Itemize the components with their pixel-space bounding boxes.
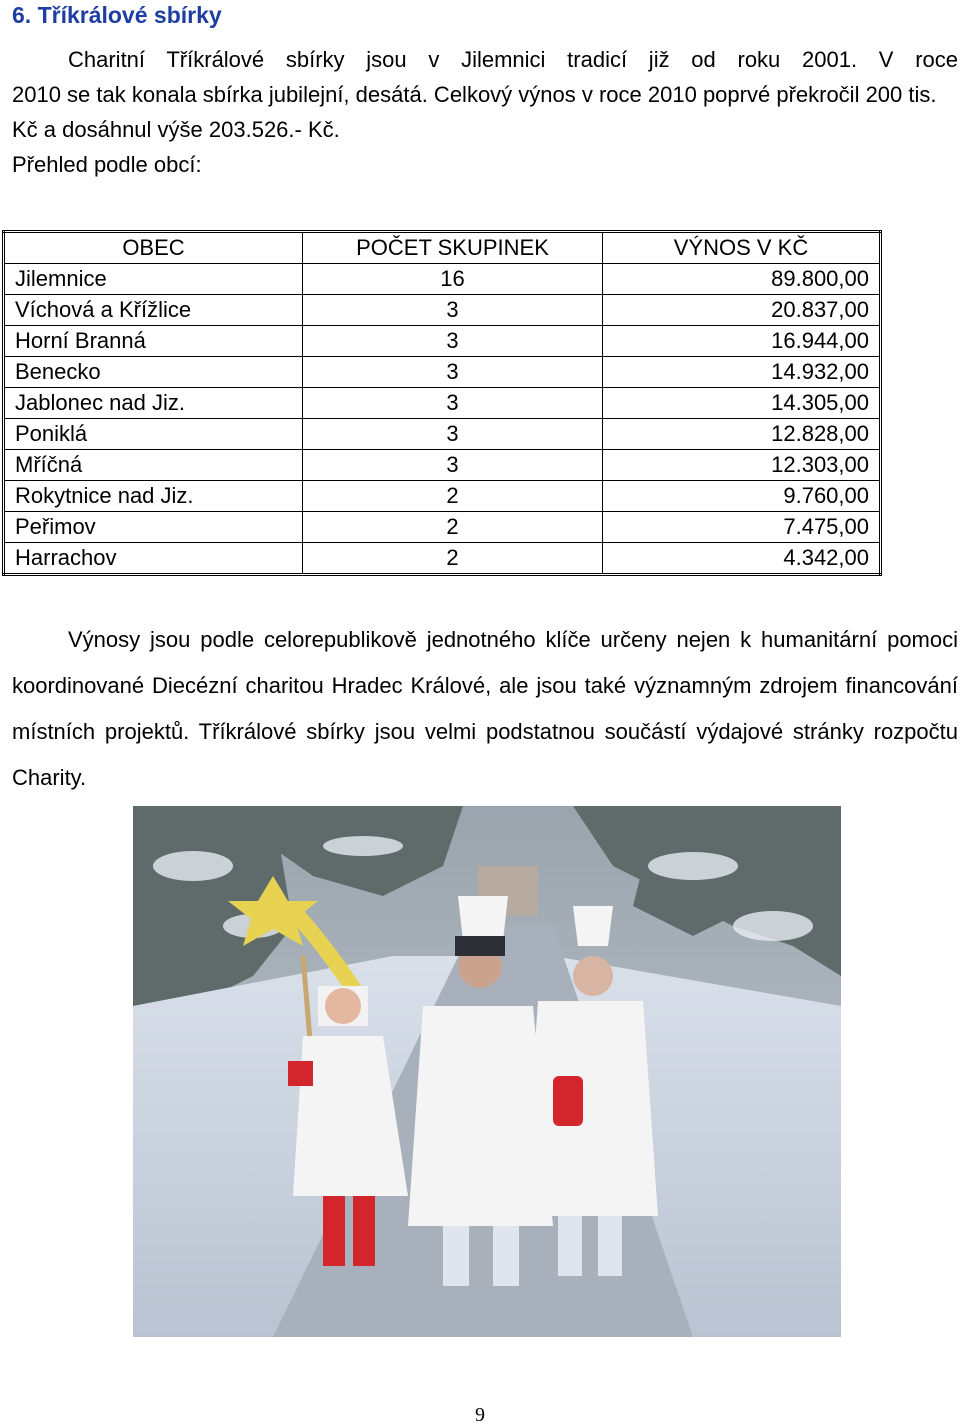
table-row (4, 295, 881, 326)
cell-vynos: 14.305,00 (603, 388, 881, 419)
photo-three-kings-carolers (133, 806, 841, 1337)
cell-obec: Poniklá (4, 419, 303, 450)
cell-obec: Harrachov (4, 543, 303, 575)
cell-skupinek: 3 (303, 419, 603, 450)
cell-obec: Rokytnice nad Jiz. (4, 481, 303, 512)
cell-obec: Benecko (4, 357, 303, 388)
col-header-skupinek: POČET SKUPINEK (303, 232, 603, 264)
cell-obec: Horní Branná (4, 326, 303, 357)
cell-vynos: 7.475,00 (603, 512, 881, 543)
col-header-obec: OBEC (4, 232, 303, 264)
paragraph-text: Výnosy jsou podle celorepublikově jednotného klíče určeny nejen k humanitární pomoci koordinované Diecézní charitou Hradec Králové, ale jsou také významným zdrojem financování místních projektů. Tříkrálové sbírky jsou velmi podstatnou součástí výdajové stránky rozpočtu Charity. (12, 627, 958, 790)
cell-skupinek: 3 (303, 357, 603, 388)
cell-vynos: 4.342,00 (603, 543, 881, 575)
cell-skupinek: 2 (303, 481, 603, 512)
cell-vynos: 14.932,00 (603, 357, 881, 388)
page-number: 9 (475, 1404, 485, 1426)
overview-label: Přehled podle obcí: (12, 152, 202, 177)
cell-vynos: 16.944,00 (603, 326, 881, 357)
table-row (4, 543, 881, 575)
intro-line-1: Charitní Tříkrálové sbírky jsou v Jilemnici tradicí již od roku 2001. V roce (68, 47, 958, 72)
cell-obec: Jilemnice (4, 264, 303, 295)
section-heading: 6. Tříkrálové sbírky (12, 2, 222, 28)
col-header-vynos: VÝNOS V KČ (603, 232, 881, 264)
cell-skupinek: 3 (303, 326, 603, 357)
table-row (4, 388, 881, 419)
cell-obec: Víchová a Křížlice (4, 295, 303, 326)
table-row (4, 357, 881, 388)
cell-obec: Jablonec nad Jiz. (4, 388, 303, 419)
cell-vynos: 9.760,00 (603, 481, 881, 512)
cell-skupinek: 3 (303, 388, 603, 419)
cell-vynos: 12.303,00 (603, 450, 881, 481)
cell-obec: Mříčná (4, 450, 303, 481)
cell-skupinek: 2 (303, 512, 603, 543)
table-row (4, 419, 881, 450)
cell-skupinek: 16 (303, 264, 603, 295)
table-row (4, 481, 881, 512)
intro-text (12, 42, 958, 182)
table-header-row (4, 232, 881, 264)
cell-vynos: 20.837,00 (603, 295, 881, 326)
cell-skupinek: 3 (303, 450, 603, 481)
cell-skupinek: 3 (303, 295, 603, 326)
cell-vynos: 89.800,00 (603, 264, 881, 295)
table-row (4, 264, 881, 295)
table-row (4, 326, 881, 357)
cell-obec: Peřimov (4, 512, 303, 543)
intro-rest: 2010 se tak konala sbírka jubilejní, desátá. Celkový výnos v roce 2010 poprvé překročil 200 tis. Kč a dosáhnul výše 203.526.- Kč. (12, 82, 937, 142)
cell-vynos: 12.828,00 (603, 419, 881, 450)
table-row (4, 450, 881, 481)
table-row (4, 512, 881, 543)
collection-table (2, 230, 882, 576)
body-paragraph (12, 617, 958, 801)
cell-skupinek: 2 (303, 543, 603, 575)
